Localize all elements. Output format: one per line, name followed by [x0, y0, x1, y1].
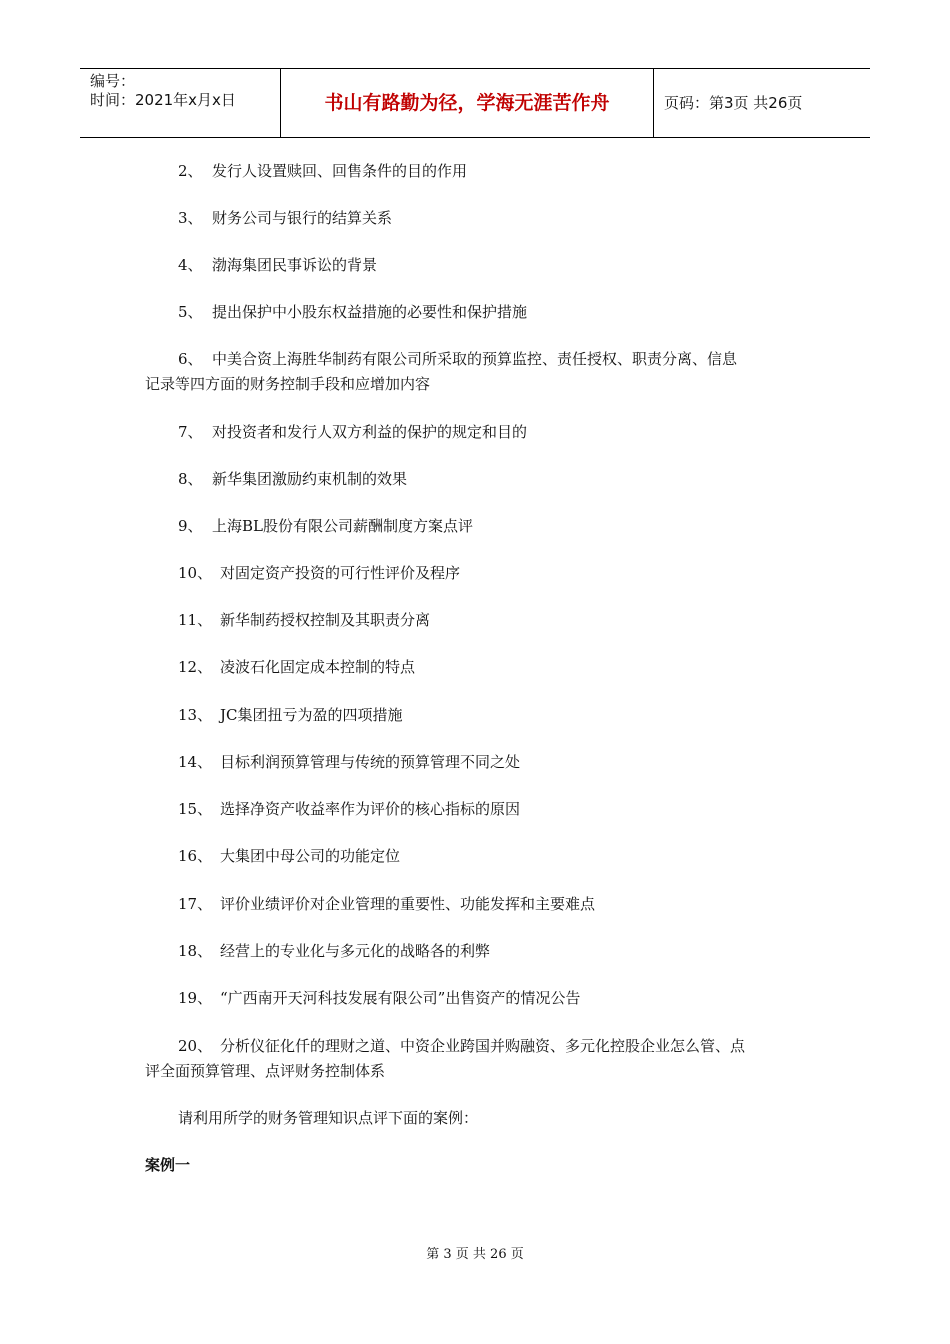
list-item-number: 20、 [178, 1037, 213, 1055]
list-item-number: 16、 [178, 847, 213, 865]
list-item-text: 渤海集团民事诉讼的背景 [212, 256, 378, 274]
list-item [178, 159, 467, 183]
list-item-number: 11、 [178, 611, 213, 629]
list-item-text: 评价业绩评价对企业管理的重要性、功能发挥和主要难点 [220, 895, 596, 913]
list-item [178, 986, 580, 1010]
list-item [178, 892, 595, 916]
list-item-text: 财务公司与银行的结算关系 [212, 209, 393, 227]
list-item-text: 上海BL股份有限公司薪酬制度方案点评 [212, 517, 473, 535]
case-intro: 请利用所学的财务管理知识点评下面的案例： [178, 1109, 479, 1127]
list-item-text: “广西南开天河科技发展有限公司”出售资产的情况公告 [220, 989, 581, 1007]
list-item-text: 新华制药授权控制及其职责分离 [220, 611, 431, 629]
list-item [178, 797, 520, 821]
page-header [80, 68, 870, 138]
list-item [178, 300, 527, 324]
list-item-text: 对投资者和发行人双方利益的保护的规定和目的 [212, 423, 528, 441]
list-item-number: 9、 [178, 517, 203, 535]
list-item-number: 10、 [178, 564, 213, 582]
list-item-number: 5、 [178, 303, 203, 321]
list-item-number: 15、 [178, 800, 213, 818]
list-item-text: 新华集团激励约束机制的效果 [212, 470, 408, 488]
list-item [178, 703, 403, 727]
list-item-text: 经营上的专业化与多元化的战略各的利弊 [220, 942, 491, 960]
list-item-number: 7、 [178, 423, 203, 441]
case-heading: 案例一 [145, 1156, 191, 1174]
list-item [178, 253, 377, 277]
list-item [178, 467, 407, 491]
list-item-number: 19、 [178, 989, 213, 1007]
header-left-cell [80, 69, 281, 137]
list-item-text: 提出保护中小股东权益措施的必要性和保护措施 [212, 303, 528, 321]
list-item-text: 大集团中母公司的功能定位 [220, 847, 401, 865]
list-item-number: 4、 [178, 256, 203, 274]
list-item [178, 750, 520, 774]
doc-time-label: 时间：2021年x月x日 [90, 91, 236, 109]
list-item-text: 发行人设置赎回、回售条件的目的作用 [212, 162, 468, 180]
list-item-number: 13、 [178, 706, 213, 724]
header-page-info: 页码：第3页 共26页 [664, 94, 803, 112]
header-motto-cell [281, 69, 654, 137]
list-item [178, 1034, 745, 1058]
header-page-cell [654, 69, 870, 137]
list-item-number: 17、 [178, 895, 213, 913]
list-item [178, 347, 737, 371]
list-item [178, 514, 473, 538]
footer-page-number: 第 3 页 共 26 页 [426, 1247, 524, 1262]
list-item-text: 选择净资产收益率作为评价的核心指标的原因 [220, 800, 521, 818]
header-motto: 书山有路勤为径，学海无涯苦作舟 [324, 92, 610, 114]
list-item-continuation: 记录等四方面的财务控制手段和应增加内容 [145, 375, 431, 393]
list-item [178, 655, 415, 679]
list-item [178, 608, 430, 632]
list-item [178, 206, 392, 230]
list-item-text: 凌波石化固定成本控制的特点 [220, 658, 416, 676]
doc-code-label: 编号： [90, 72, 136, 90]
page-footer [0, 1246, 950, 1264]
list-item-text: 目标利润预算管理与传统的预算管理不同之处 [220, 753, 521, 771]
list-item [178, 939, 490, 963]
list-item-number: 14、 [178, 753, 213, 771]
list-item [178, 561, 460, 585]
list-item-number: 3、 [178, 209, 203, 227]
list-item-number: 8、 [178, 470, 203, 488]
list-item-number: 6、 [178, 350, 203, 368]
list-item [178, 420, 527, 444]
list-item-number: 18、 [178, 942, 213, 960]
list-item-number: 2、 [178, 162, 203, 180]
list-item-continuation: 评全面预算管理、点评财务控制体系 [145, 1062, 386, 1080]
list-item-number: 12、 [178, 658, 213, 676]
list-item-text: 中美合资上海胜华制药有限公司所采取的预算监控、责任授权、职责分离、信息 [212, 350, 738, 368]
list-item-text: 分析仪征化仟的理财之道、中资企业跨国并购融资、多元化控股企业怎么管、点 [220, 1037, 746, 1055]
list-item-text: 对固定资产投资的可行性评价及程序 [220, 564, 461, 582]
list-item-text: JC集团扭亏为盈的四项措施 [220, 706, 403, 724]
list-item [178, 844, 400, 868]
